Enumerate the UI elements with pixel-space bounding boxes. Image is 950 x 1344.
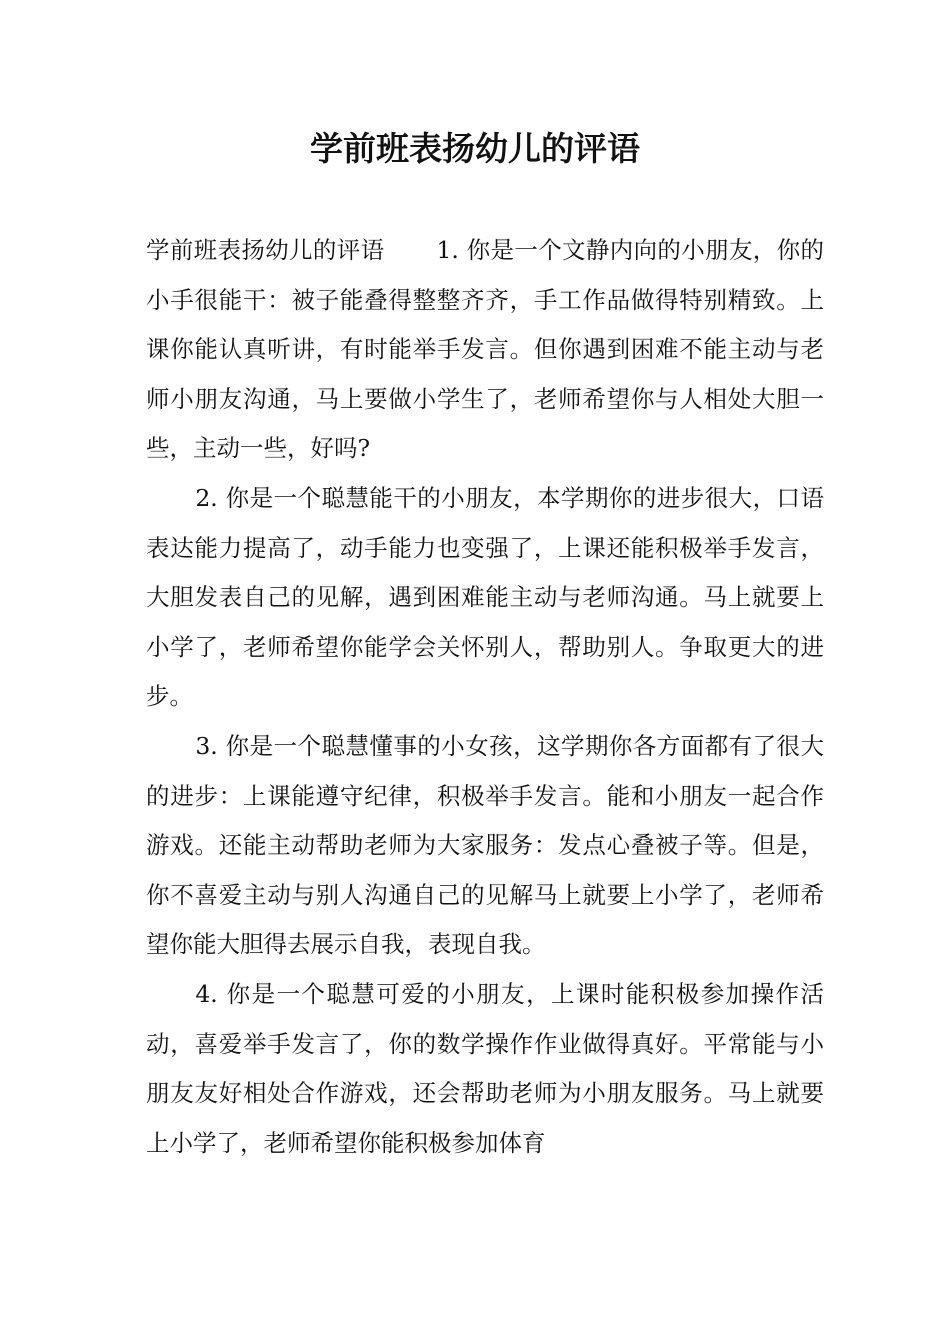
paragraph-1-text: 1. 你是一个文静内向的小朋友，你的小手很能干：被子能叠得整整齐齐，手工作品做得特别精致。上课你能认真听讲，有时能举手发言。但你遇到困难不能主动与老师小朋友沟通，马上要做小学生了，老师希望你与人相处大胆一些，主动一些，好吗? (146, 236, 824, 463)
intro-heading: 学前班表扬幼儿的评语 (146, 236, 385, 264)
paragraph-2: 2. 你是一个聪慧能干的小朋友，本学期你的进步很大，口语表达能力提高了，动手能力也变强了，上课还能积极举手发言，大胆发表自己的见解，遇到困难能主动与老师沟通。马上就要上小学了，老师希望你能学会关怀别人，帮助别人。争取更大的进步。 (146, 483, 824, 711)
paragraph-4: 4. 你是一个聪慧可爱的小朋友，上课时能积极参加操作活动，喜爱举手发言了，你的数学操作作业做得真好。平常能与小朋友友好相处合作游戏，还会帮助老师为小朋友服务。马上就要上小学了，老师希望你能积极参加体育 (146, 979, 824, 1157)
paragraph-3: 3. 你是一个聪慧懂事的小女孩，这学期你各方面都有了很大的进步：上课能遵守纪律，积极举手发言。能和小朋友一起合作游戏。还能主动帮助老师为大家服务：发点心叠被子等。但是，你不喜爱主动与别人沟通自己的见解马上就要上小学了，老师希望你能大胆得去展示自我，表现自我。 (146, 731, 824, 959)
paragraph-1 (146, 226, 824, 474)
page-title: 学前班表扬幼儿的评语 (310, 129, 640, 168)
document-body (146, 226, 824, 1168)
